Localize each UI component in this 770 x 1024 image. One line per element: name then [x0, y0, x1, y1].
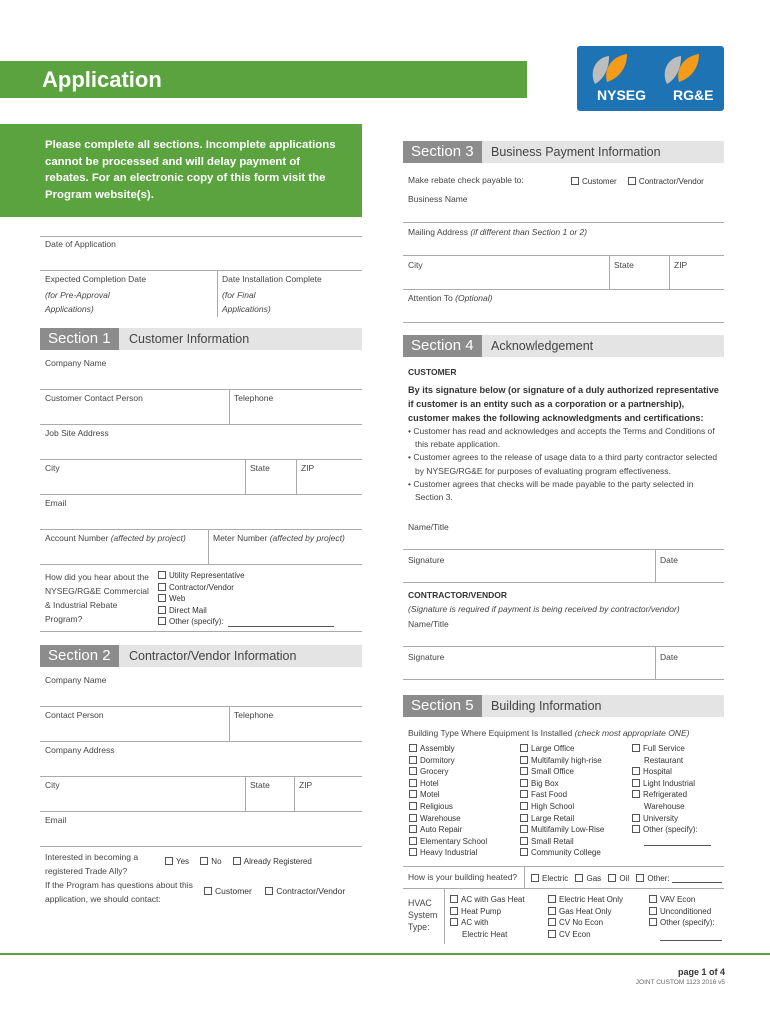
s5-hvac-option[interactable]: Gas Heat Only [548, 906, 623, 918]
nyseg-rge-logo [577, 46, 724, 111]
s4-name-title-label: Name/Title [408, 522, 449, 532]
s4-bullet: • Customer agrees to the release of usage data to a third party contractor selected by NYSEG/RG&E for purposes of evaluating program effectiveness. [408, 452, 718, 476]
expected-completion-label: Expected Completion Date [45, 274, 147, 284]
s5-hvac-option[interactable]: Other (specify): [649, 917, 715, 929]
s5-building-col-2 [520, 743, 604, 859]
s5-building-option-cont: Restaurant [644, 755, 684, 765]
s5-building-option[interactable]: Other (specify): [632, 824, 698, 836]
s2-contact-person-field[interactable] [40, 722, 228, 740]
s2-contact-person-label: Contact Person [45, 710, 104, 720]
s5-building-option[interactable]: University [632, 813, 698, 825]
s3-payable-option-contractor[interactable]: Contractor/Vendor [628, 177, 704, 186]
checkbox-icon [548, 907, 556, 915]
s1-hear-option[interactable]: Utility Representative [158, 570, 245, 582]
checkbox-icon [409, 767, 417, 775]
s5-heated-other-field[interactable] [672, 873, 722, 883]
s5-hvac-option[interactable]: Unconditioned [649, 906, 715, 918]
s1-email-label: Email [45, 498, 67, 508]
checkbox-icon [571, 177, 579, 185]
s2-company-address-label: Company Address [45, 745, 115, 755]
checkbox-icon [520, 790, 528, 798]
checkbox-icon [632, 779, 640, 787]
s4-date-label: Date [660, 555, 678, 565]
checkbox-icon [520, 837, 528, 845]
s5-heated-option-other[interactable]: Other: [636, 874, 669, 883]
s2-company-name-label: Company Name [45, 675, 107, 685]
checkbox-icon [632, 744, 640, 752]
s5-building-option[interactable]: Full Service [632, 743, 698, 755]
s3-city-field[interactable] [403, 272, 608, 288]
logo-rge-text: RG&E [673, 87, 714, 103]
date-of-application-label: Date of Application [45, 239, 116, 249]
s1-contact-person-field[interactable] [40, 405, 228, 423]
checkbox-icon [531, 874, 539, 882]
section-5-header [403, 695, 724, 717]
s5-building-option[interactable]: Grocery [409, 766, 487, 778]
checkbox-icon [548, 895, 556, 903]
s3-payable-options [571, 177, 704, 186]
s3-zip-field[interactable] [670, 272, 724, 288]
s2-zip-label: ZIP [299, 780, 313, 790]
s5-building-option[interactable]: Small Office [520, 766, 604, 778]
s5-building-other-field[interactable] [644, 836, 711, 846]
section-3-number: Section 3 [403, 141, 482, 163]
s5-hvac-option[interactable]: VAV Econ [649, 894, 715, 906]
checkbox-icon [204, 887, 212, 895]
rge-leaf-icon [659, 50, 709, 86]
page-title: Application [42, 67, 162, 92]
logo-nyseg-text: NYSEG [597, 87, 647, 103]
s1-company-name-field[interactable] [40, 370, 362, 388]
date-of-application-field[interactable] [40, 249, 362, 269]
section-1-header [40, 328, 362, 350]
s5-heated-option-oil[interactable]: Oil [608, 874, 629, 883]
s1-telephone-field[interactable] [230, 405, 362, 423]
checkbox-icon [548, 930, 556, 938]
checkbox-icon [450, 918, 458, 926]
s1-hear-option[interactable]: Direct Mail [158, 605, 245, 617]
s2-trade-option-no[interactable]: No [200, 857, 221, 866]
s4-bullet-list [408, 425, 724, 504]
s2-contact-option-customer[interactable]: Customer [204, 886, 252, 896]
s2-trade-options [165, 857, 312, 866]
s5-hvac-label: HVAC System Type: [408, 898, 438, 933]
checkbox-icon [632, 825, 640, 833]
s2-contact-option-contractor[interactable]: Contractor/Vendor [265, 886, 345, 896]
s3-mailing-address-note: (if different than Section 1 or 2) [470, 227, 588, 237]
checkbox-icon [520, 744, 528, 752]
s3-payable-option-customer[interactable]: Customer [571, 177, 617, 186]
s3-mailing-address-text: Mailing Address [408, 227, 469, 237]
checkbox-icon [409, 779, 417, 787]
s4-signature-2-field[interactable] [403, 664, 654, 678]
checkbox-icon [450, 895, 458, 903]
checkbox-icon [520, 756, 528, 764]
s3-state-field[interactable] [610, 272, 668, 288]
s5-building-option[interactable]: Assembly [409, 743, 487, 755]
s2-trade-ally-question: Interested in becoming a registered Trade Ally? [45, 852, 139, 876]
section-4-number: Section 4 [403, 335, 482, 357]
checkbox-icon [409, 814, 417, 822]
checkbox-icon [649, 895, 657, 903]
s4-contractor-note: (Signature is required if payment is being received by contractor/vendor) [408, 604, 680, 614]
s2-state-label: State [250, 780, 270, 790]
s3-attention-note: (Optional) [455, 293, 493, 303]
s2-email-field[interactable] [40, 827, 362, 845]
checkbox-icon [158, 571, 166, 579]
s1-meter-number-label [213, 533, 345, 543]
s5-building-option[interactable]: Religious [409, 801, 487, 813]
s5-building-option[interactable]: Community College [520, 847, 604, 859]
s5-hvac-col-2 [548, 894, 623, 940]
s2-city-label: City [45, 780, 60, 790]
checkbox-icon [158, 594, 166, 602]
s5-hvac-option[interactable]: AC with [450, 917, 525, 929]
section-4-title: Acknowledgement [491, 339, 594, 353]
s1-contact-person-label: Customer Contact Person [45, 393, 143, 403]
s5-building-option[interactable]: Elementary School [409, 836, 487, 848]
s1-state-label: State [250, 463, 270, 473]
s3-zip-label: ZIP [674, 260, 688, 270]
checkbox-icon [409, 744, 417, 752]
checkbox-icon [520, 767, 528, 775]
checkbox-icon [233, 857, 241, 865]
s5-building-option[interactable]: Refrigerated [632, 789, 698, 801]
checkbox-icon [548, 918, 556, 926]
s4-date-field[interactable] [656, 567, 724, 581]
s5-building-option[interactable]: Big Box [520, 778, 604, 790]
s5-building-type-text: Building Type Where Equipment Is Installed [408, 728, 573, 738]
checkbox-icon [632, 767, 640, 775]
s2-telephone-field[interactable] [230, 722, 362, 740]
s4-bullet: • Customer has read and acknowledges and accepts the Terms and Conditions of this rebate application. [408, 426, 715, 450]
s5-building-col-3 [632, 743, 698, 836]
s5-hvac-col-1 [450, 894, 525, 940]
s1-hear-option[interactable]: Other (specify): [158, 616, 245, 628]
checkbox-icon [520, 802, 528, 810]
s3-attention-label [408, 293, 492, 303]
s4-name-title-2-field[interactable] [403, 631, 724, 645]
intro-box [0, 124, 362, 217]
checkbox-icon [520, 779, 528, 787]
s2-email-label: Email [45, 815, 67, 825]
s1-job-site-address-field[interactable] [40, 440, 362, 458]
checkbox-icon [649, 918, 657, 926]
s5-building-type-note: (check most appropriate ONE) [574, 728, 690, 738]
date-installation-field[interactable] [285, 284, 362, 314]
checkbox-icon [632, 790, 640, 798]
s1-email-field[interactable] [40, 510, 362, 528]
s4-customer-heading: CUSTOMER [408, 367, 457, 377]
s5-building-option[interactable]: Large Office [520, 743, 604, 755]
s1-account-number-label [45, 533, 186, 543]
s2-zip-field[interactable] [295, 792, 362, 810]
s5-heated-option-electric[interactable]: Electric [531, 874, 568, 883]
s1-telephone-label: Telephone [234, 393, 274, 403]
s4-customer-statement: By its signature below (or signature of a duly authorized representative if customer is an entity such as a corporation or a partnership), customer makes the following acknowledgments and certifications: [408, 385, 719, 423]
s3-business-name-field[interactable] [403, 205, 724, 222]
checkbox-icon [409, 837, 417, 845]
checkbox-icon [158, 583, 166, 591]
checkbox-icon [409, 848, 417, 856]
section-1-title: Customer Information [129, 332, 250, 346]
s5-hvac-other-field[interactable] [660, 931, 722, 941]
s5-building-option[interactable]: Large Retail [520, 813, 604, 825]
s1-job-site-address-label: Job Site Address [45, 428, 109, 438]
s5-building-option[interactable]: Multifamily Low-Rise [520, 824, 604, 836]
s5-hvac-option[interactable]: CV No Econ [548, 917, 623, 929]
section-3-title: Business Payment Information [491, 145, 661, 159]
checkbox-icon [409, 825, 417, 833]
s4-signature-field[interactable] [403, 567, 654, 581]
s5-hvac-col-3 [649, 894, 715, 929]
s1-hear-question: How did you hear about the NYSEG/RG&E Commercial & Industrial Rebate Program? [45, 572, 149, 624]
checkbox-icon [649, 907, 657, 915]
s5-building-option[interactable]: Multifamily high-rise [520, 755, 604, 767]
s1-state-field[interactable] [246, 475, 294, 493]
checkbox-icon [632, 814, 640, 822]
checkbox-icon [265, 887, 273, 895]
expected-completion-field[interactable] [120, 284, 215, 314]
footer-rule [0, 953, 770, 955]
s1-account-number-field[interactable] [40, 545, 207, 563]
s1-meter-number-text: Meter Number [213, 533, 268, 543]
page-number: page 1 of 4 [677, 967, 725, 977]
s1-hear-option[interactable]: Contractor/Vendor [158, 582, 245, 594]
s5-building-type-label [408, 728, 689, 738]
s1-zip-field[interactable] [297, 475, 362, 493]
checkbox-icon [575, 874, 583, 882]
date-installation-note: (for Final Applications) [222, 290, 271, 314]
checkbox-icon [158, 606, 166, 614]
s2-state-field[interactable] [246, 792, 294, 810]
s1-meter-number-note: (affected by project) [269, 533, 345, 543]
s3-mailing-address-label [408, 227, 587, 237]
section-5-number: Section 5 [403, 695, 482, 717]
s1-meter-number-field[interactable] [209, 545, 362, 563]
checkbox-icon [520, 848, 528, 856]
s3-mailing-address-field[interactable] [403, 239, 724, 255]
s1-city-label: City [45, 463, 60, 473]
s5-heated-option-gas[interactable]: Gas [575, 874, 601, 883]
checkbox-icon [608, 874, 616, 882]
s5-hvac-option[interactable]: AC with Gas Heat [450, 894, 525, 906]
form-code: JOINT CUSTOM 1123 2016 v5 [635, 979, 725, 986]
intro-text: Please complete all sections. Incomplete applications cannot be processed and will delay payment of rebates. For an electronic copy of this form visit the Program website(s). [45, 139, 336, 201]
checkbox-icon [450, 907, 458, 915]
section-1-number: Section 1 [40, 328, 119, 350]
s5-building-col-1 [409, 743, 487, 859]
s1-account-number-note: (affected by project) [110, 533, 186, 543]
checkbox-icon [520, 814, 528, 822]
s2-company-name-field[interactable] [40, 687, 362, 705]
checkbox-icon [409, 756, 417, 764]
section-2-header [40, 645, 362, 667]
s1-zip-label: ZIP [301, 463, 315, 473]
s2-trade-option-registered[interactable]: Already Registered [233, 857, 312, 866]
s5-building-option[interactable]: High School [520, 801, 604, 813]
section-3-header [403, 141, 724, 163]
checkbox-icon [158, 617, 166, 625]
s4-signature-label: Signature [408, 555, 445, 565]
s2-telephone-label: Telephone [234, 710, 274, 720]
checkbox-icon [165, 857, 173, 865]
s4-date-2-field[interactable] [656, 664, 724, 678]
s2-trade-option-yes[interactable]: Yes [165, 857, 189, 866]
s5-hvac-option[interactable]: Electric Heat Only [548, 894, 623, 906]
s5-building-option[interactable]: Warehouse [409, 813, 487, 825]
checkbox-icon [628, 177, 636, 185]
checkbox-icon [636, 874, 644, 882]
s5-hvac-option[interactable]: CV Econ [548, 929, 623, 941]
expected-completion-note: (for Pre-Approval Applications) [45, 290, 110, 314]
checkbox-icon [520, 825, 528, 833]
s5-heated-options [531, 874, 670, 883]
s5-hvac-option-cont: Electric Heat [462, 929, 508, 939]
s5-building-option[interactable]: Dormitory [409, 755, 487, 767]
s1-hear-option[interactable]: Web [158, 593, 245, 605]
s4-date-2-label: Date [660, 652, 678, 662]
s2-contact-question: If the Program has questions about this application, we should contact: [45, 880, 193, 904]
section-2-title: Contractor/Vendor Information [129, 649, 297, 663]
s3-attention-text: Attention To [408, 293, 453, 303]
s1-hear-other-field[interactable] [228, 617, 334, 627]
s1-account-number-text: Account Number [45, 533, 109, 543]
s2-city-field[interactable] [40, 792, 244, 810]
nyseg-leaf-icon [587, 50, 637, 86]
s5-building-option[interactable]: Auto Repair [409, 824, 487, 836]
s5-building-option[interactable]: Hospital [632, 766, 698, 778]
checkbox-icon [409, 790, 417, 798]
checkbox-icon [409, 802, 417, 810]
s5-building-option-cont: Warehouse [644, 801, 685, 811]
s5-building-option[interactable]: Heavy Industrial [409, 847, 487, 859]
s1-city-field[interactable] [40, 475, 244, 493]
s5-building-option[interactable]: Motel [409, 789, 487, 801]
s4-name-title-2-label: Name/Title [408, 619, 449, 629]
s5-building-option[interactable]: Light Industrial [632, 778, 698, 790]
section-2-number: Section 2 [40, 645, 119, 667]
section-5-title: Building Information [491, 699, 602, 713]
s5-building-option[interactable]: Small Retail [520, 836, 604, 848]
s1-company-name-label: Company Name [45, 358, 107, 368]
s4-contractor-heading: CONTRACTOR/VENDOR [408, 590, 508, 600]
s3-attention-field[interactable] [403, 305, 724, 321]
checkbox-icon [200, 857, 208, 865]
date-installation-label: Date Installation Complete [222, 274, 322, 284]
s2-contact-options [204, 886, 345, 896]
s5-heated-question: How is your building heated? [408, 872, 518, 882]
s5-building-option[interactable]: Hotel [409, 778, 487, 790]
title-bar [0, 61, 527, 98]
s4-name-title-field[interactable] [403, 534, 724, 549]
s5-building-option[interactable]: Fast Food [520, 789, 604, 801]
s5-hvac-option[interactable]: Heat Pump [450, 906, 525, 918]
s2-company-address-field[interactable] [40, 757, 362, 775]
s3-payable-label: Make rebate check payable to: [408, 175, 524, 185]
s4-bullet: • Customer agrees that checks will be made payable to the party selected in Section 3. [408, 478, 694, 503]
s3-business-name-label: Business Name [408, 194, 468, 204]
s3-state-label: State [614, 260, 634, 270]
s3-city-label: City [408, 260, 423, 270]
section-4-header [403, 335, 724, 357]
s4-signature-2-label: Signature [408, 652, 445, 662]
